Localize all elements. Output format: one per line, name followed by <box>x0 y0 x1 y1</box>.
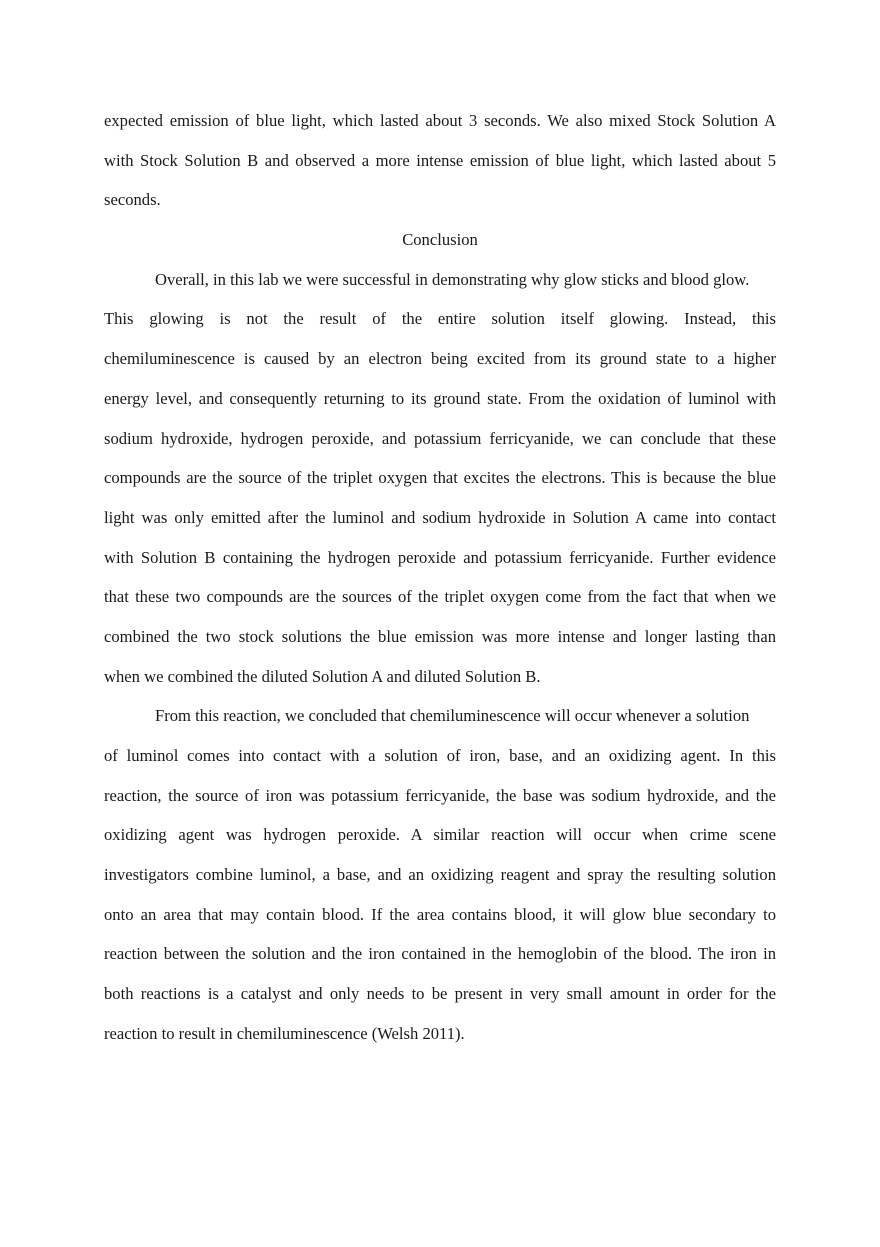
text-line: onto an area that may contain blood. If the area contains blood, it will glow blue secondary to <box>104 904 776 924</box>
text-line: expected emission of blue light, which lasted about 3 seconds. We also mixed Stock Solution A <box>104 111 776 130</box>
text-line: reaction to result in chemiluminescence (Welsh 2011). <box>104 1023 465 1043</box>
conclusion-paragraph-1 <box>104 260 776 697</box>
body-text <box>104 101 776 1054</box>
text-line: light was only emitted after the luminol and sodium hydroxide in Solution A came into contact <box>104 507 776 527</box>
text-line: sodium hydroxide, hydrogen peroxide, and potassium ferricyanide, we can conclude that these <box>104 428 776 448</box>
section-heading: Conclusion <box>402 230 478 250</box>
text-line: investigators combine luminol, a base, and an oxidizing reagent and spray the resulting solution <box>104 865 776 885</box>
text-line: when we combined the diluted Solution A and diluted Solution B. <box>104 666 541 686</box>
text-line: that these two compounds are the sources of the triplet oxygen come from the fact that when we <box>104 587 776 607</box>
text-line: seconds. <box>104 190 161 210</box>
results-continuation-paragraph <box>104 101 776 220</box>
text-line: reaction, the source of iron was potassium ferricyanide, the base was sodium hydroxide, and the <box>104 785 776 805</box>
text-line: energy level, and consequently returning to its ground state. From the oxidation of luminol with <box>104 388 776 408</box>
text-line: Overall, in this lab we were successful in demonstrating why glow sticks and blood glow. <box>155 269 750 289</box>
conclusion-paragraph-2 <box>104 696 776 1053</box>
text-line: reaction between the solution and the iron contained in the hemoglobin of the blood. The iron in <box>104 944 776 964</box>
text-line: both reactions is a catalyst and only needs to be present in very small amount in order for the <box>104 984 776 1004</box>
text-line: From this reaction, we concluded that chemiluminescence will occur whenever a solution <box>155 706 750 726</box>
text-line: with Solution B containing the hydrogen peroxide and potassium ferricyanide. Further evidence <box>104 547 776 567</box>
text-line: combined the two stock solutions the blue emission was more intense and longer lasting than <box>104 626 776 646</box>
text-line: with Stock Solution B and observed a more intense emission of blue light, which lasted about 5 <box>104 150 776 170</box>
text-line: This glowing is not the result of the entire solution itself glowing. Instead, this <box>104 309 776 329</box>
text-line: of luminol comes into contact with a solution of iron, base, and an oxidizing agent. In this <box>104 746 776 765</box>
text-line: oxidizing agent was hydrogen peroxide. A similar reaction will occur when crime scene <box>104 825 776 845</box>
text-line: compounds are the source of the triplet oxygen that excites the electrons. This is because the blue <box>104 468 776 488</box>
text-line: chemiluminescence is caused by an electron being excited from its ground state to a higher <box>104 349 776 369</box>
